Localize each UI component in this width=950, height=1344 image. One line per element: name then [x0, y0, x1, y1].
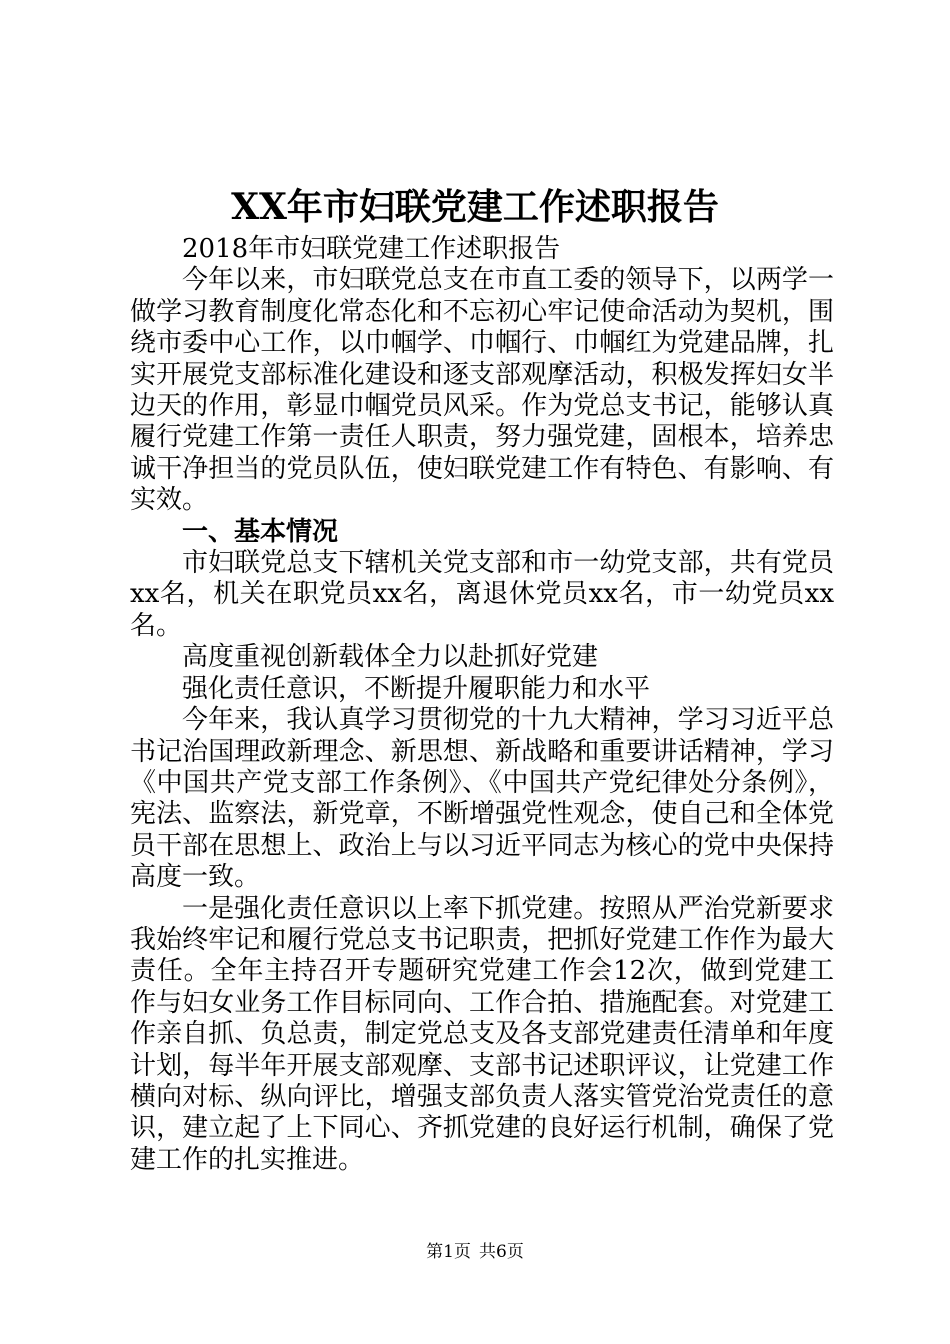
page-footer [0, 1240, 950, 1264]
intro-paragraph: 今年以来，市妇联党总支在市直工委的领导下，以两学一做学习教育制度化常态化和不忘初心牢记使命活动为契机，围绕市委中心工作，以巾帼学、巾帼行、巾帼红为党建品牌，扎实开展党支部标准化建设和逐支部观摩活动，积极发挥妇女半边天的作用，彰显巾帼党员风采。作为党总支书记，能够认真履行党建工作第一责任人职责，努力强党建，固根本，培养忠诚干净担当的党员队伍，使妇联党建工作有特色、有影响、有实效。 [130, 265, 834, 516]
section-heading: 一、基本情况 [182, 516, 339, 547]
study-paragraph: 今年来，我认真学习贯彻党的十九大精神，学习习近平总书记治国理政新理念、新思想、新战略和重要讲话精神，学习《中国共产党支部工作条例》、《中国共产党纪律处分条例》，宪法、监察法，新党章，不断增强党性观念，使自己和全体党员干部在思想上、政治上与以习近平同志为核心的党中央保持高度一致。 [130, 705, 834, 893]
document-title: XX年市妇联党建工作述职报告 [231, 186, 719, 228]
basic-info-paragraph: 市妇联党总支下辖机关党支部和市一幼党支部，共有党员xx名，机关在职党员xx名，离退休党员xx名，市一幼党员xx名。 [130, 548, 834, 641]
document-body [130, 234, 834, 1176]
page-total: 共6页 [479, 1242, 524, 1262]
responsibility-paragraph: 一是强化责任意识以上率下抓党建。按照从严治党新要求我始终牢记和履行党总支书记职责，把抓好党建工作作为最大责任。全年主持召开专题研究党建工作会12次，做到党建工作与妇女业务工作目标同向、工作合拍、措施配套。对党建工作亲自抓、负总责，制定党总支及各支部党建责任清单和年度计划，每半年开展支部观摩、支部书记述职评议，让党建工作横向对标、纵向评比，增强支部负责人落实管党治党责任的意识，建立起了上下同心、齐抓党建的良好运行机制，确保了党建工作的扎实推进。 [130, 893, 834, 1175]
subheading-paragraph: 高度重视创新载体全力以赴抓好党建 [182, 642, 599, 673]
subtitle-paragraph: 2018年市妇联党建工作述职报告 [182, 234, 561, 264]
page-number: 第1页 [426, 1242, 471, 1262]
subheading-paragraph: 强化责任意识，不断提升履职能力和水平 [182, 673, 651, 704]
